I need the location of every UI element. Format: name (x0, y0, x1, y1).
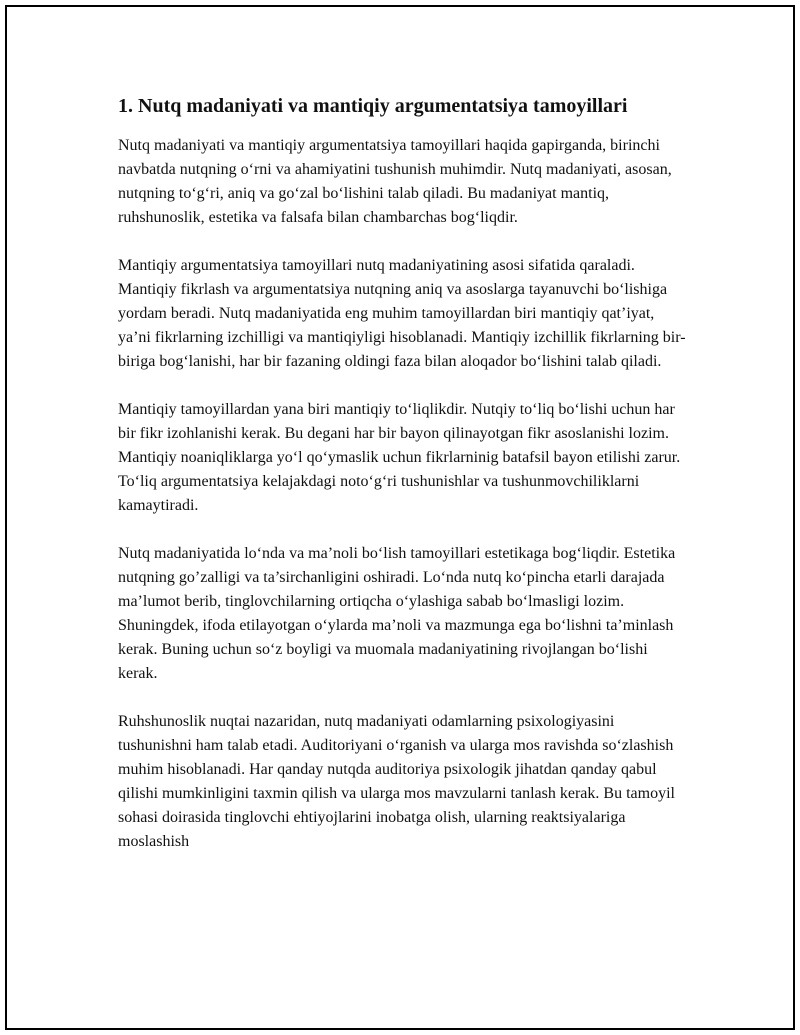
paragraph-intro: Nutq madaniyati va mantiqiy argumentatsiya tamoyillari haqida gapirganda, birinchi navbatda nutqning o‘rni va ahamiyatini tushunish muhimdir. Nutq madaniyati, asosan, nutqning to‘g‘ri, aniq va go‘zal bo‘lishini talab qiladi. Bu madaniyat mantiq, ruhshunoslik, estetika va falsafa bilan chambarchas bog‘liqdir. (118, 137, 672, 226)
section-heading: 1. Nutq madaniyati va mantiqiy argumentatsiya tamoyillari (118, 95, 628, 117)
paragraph-psychology: Ruhshunoslik nuqtai nazaridan, nutq madaniyati odamlarning psixologiyasini tushunishni ham talab etadi. Auditoriyani o‘rganish va ularga mos ravishda so‘zlashish muhim hisoblanadi. Har qanday nutqda auditoriya psixologik jihatdan qanday qabul qilishi mumkinligini taxmin qilish va ularga mos mavzularni tanlash kerak. Bu tamoyil sohasi doirasida tinglovchi ehtiyojlarini inobatga olish, ularning reaktsiyalariga moslashish (118, 713, 675, 850)
paragraph-aesthetics: Nutq madaniyatida lo‘nda va ma’noli bo‘lish tamoyillari estetikaga bog‘liqdir. Estetika nutqning go’zalligi va ta’sirchanligini oshiradi. Lo‘nda nutq ko‘pincha etarli darajada ma’lumot berib, tinglovchilarning ortiqcha o‘ylashiga sabab bo‘lmasligi lozim. Shuningdek, ifoda etilayotgan o‘ylarda ma’noli va mazmunga ega bo‘lishni ta’minlash kerak. Buning uchun so‘z boyligi va muomala madaniyatining rivojlangan bo‘lishi kerak. (118, 545, 676, 682)
paragraph-argumentation: Mantiqiy argumentatsiya tamoyillari nutq madaniyatining asosi sifatida qaraladi. Mantiqiy fikrlash va argumentatsiya nutqning aniq va asoslarga tayanuvchi bo‘lishiga yordam beradi. Nutq madaniyatida eng muhim tamoyillardan biri mantiqiy qat’iyat, ya’ni fikrlarning izchilligi va mantiqiyligi hisoblanadi. Mantiqiy izchillik fikrlarning bir-biriga bog‘lanishi, har bir fazaning oldingi faza bilan aloqador bo‘lishini talab qiladi. (118, 257, 686, 370)
document-body (118, 92, 688, 878)
paragraph-completeness: Mantiqiy tamoyillardan yana biri mantiqiy to‘liqlikdir. Nutqiy to‘liq bo‘lishi uchun har bir fikr izohlanishi kerak. Bu degani har bir bayon qilinayotgan fikr asoslanishi lozim. Mantiqiy noaniqliklarga yo‘l qo‘ymaslik uchun fikrlarninig batafsil bayon etilishi zarur. To‘liq argumentatsiya kelajakdagi noto‘g‘ri tushunishlar va tushunmovchiliklarni kamaytiradi. (118, 401, 681, 514)
